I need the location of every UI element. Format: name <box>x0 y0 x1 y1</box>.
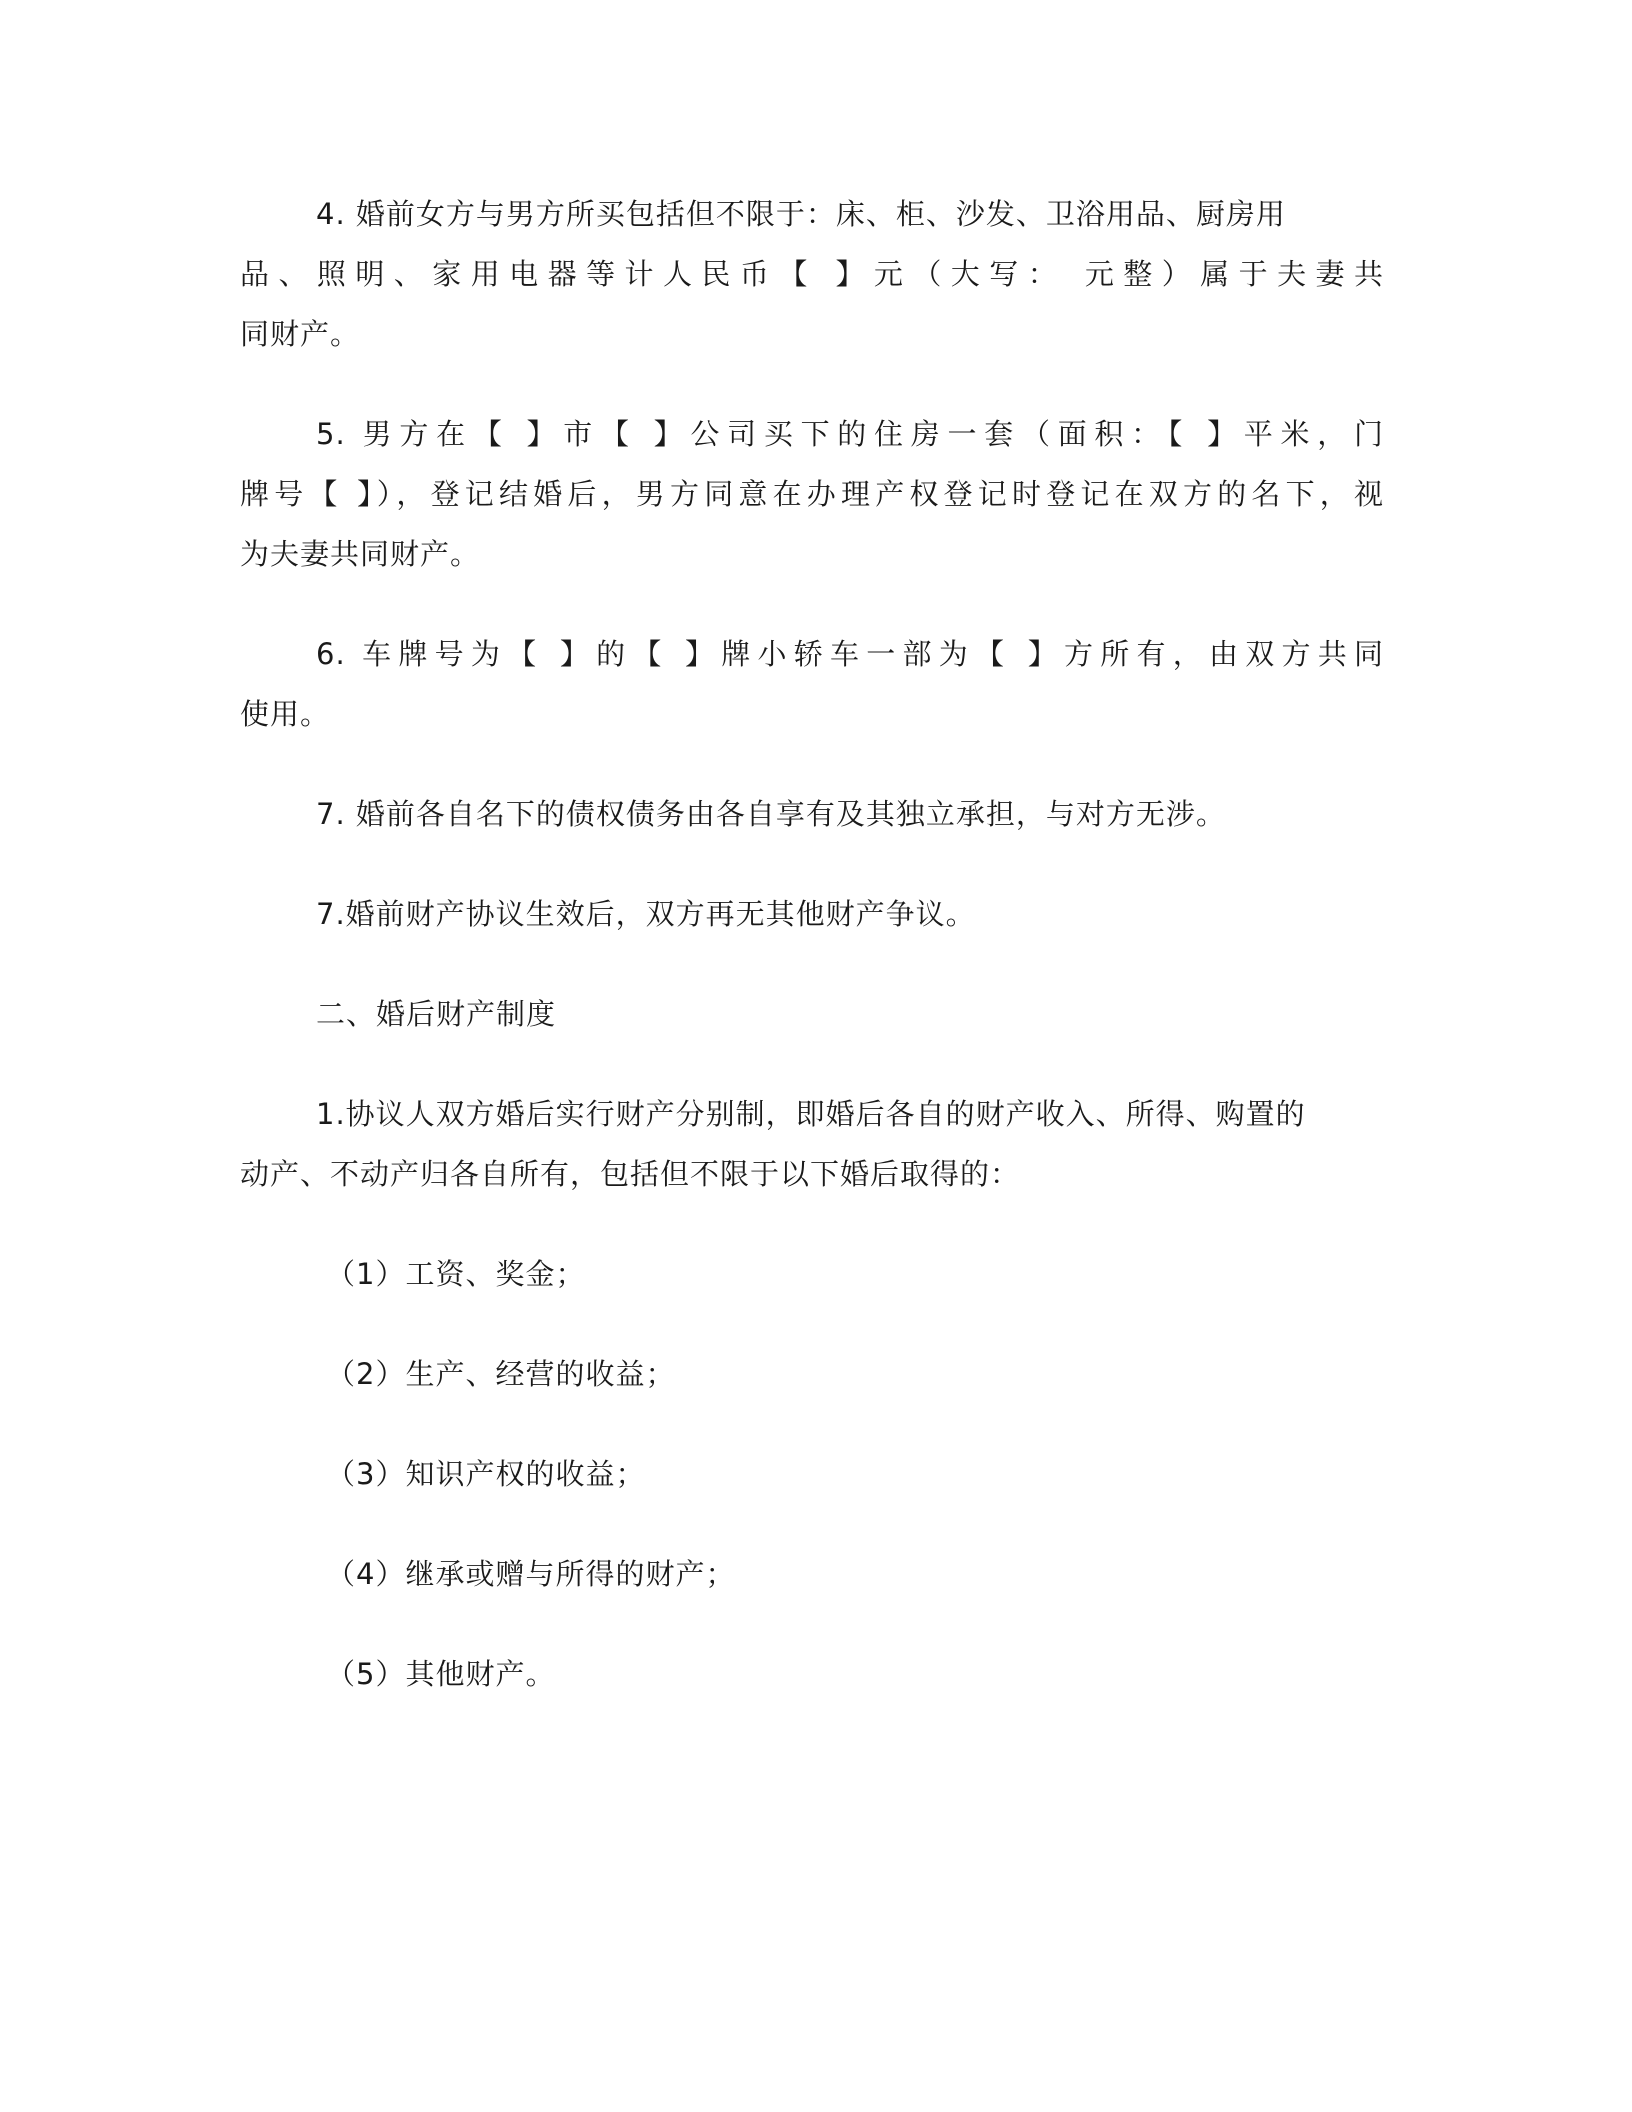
paragraph-item-5 <box>240 404 1384 584</box>
subitem <box>240 1444 1384 1504</box>
paragraph-line: 1.协议人双方婚后实行财产分别制，即婚后各自的财产收入、所得、购置的 <box>316 1097 1306 1131</box>
section-heading-text: 二、婚后财产制度 <box>316 997 557 1031</box>
subitem <box>240 1344 1384 1404</box>
subitem <box>240 1244 1384 1304</box>
paragraph-line: 为夫妻共同财产。 <box>240 537 481 571</box>
subitem-text: （1）工资、奖金； <box>326 1257 586 1291</box>
paragraph-line: 7. 婚前各自名下的债权债务由各自享有及其独立承担，与对方无涉。 <box>316 797 1226 831</box>
paragraph-line: 6. 车牌号为【 】的【 】牌小轿车一部为【 】方所有，由双方共同 <box>316 637 1384 671</box>
subitem-text: （3）知识产权的收益； <box>326 1457 646 1491</box>
paragraph-line: 品、照明、家用电器等计人民币【 】元（大写： 元整）属于夫妻共 <box>240 257 1384 291</box>
paragraph-line: 7.婚前财产协议生效后，双方再无其他财产争议。 <box>316 897 976 931</box>
paragraph-line: 动产、不动产归各自所有，包括但不限于以下婚后取得的： <box>240 1157 1021 1191</box>
subitem-text: （4）继承或赠与所得的财产； <box>326 1557 736 1591</box>
paragraph-item-7a <box>240 784 1384 844</box>
subitem <box>240 1544 1384 1604</box>
subitem-text: （2）生产、经营的收益； <box>326 1357 676 1391</box>
paragraph-line: 5. 男方在【 】市【 】公司买下的住房一套（面积：【 】平米，门 <box>316 417 1384 451</box>
subitem-text: （5）其他财产。 <box>326 1657 556 1691</box>
paragraph-item-4 <box>240 184 1384 364</box>
paragraph-line: 使用。 <box>240 697 331 731</box>
section-heading <box>240 984 1384 1044</box>
paragraph-item-7b <box>240 884 1384 944</box>
paragraph-item-2-1 <box>240 1084 1384 1204</box>
paragraph-line: 牌号【 】），登记结婚后，男方同意在办理产权登记时登记在双方的名下，视 <box>240 477 1384 511</box>
subitem <box>240 1644 1384 1704</box>
paragraph-item-6 <box>240 624 1384 744</box>
paragraph-line: 4. 婚前女方与男方所买包括但不限于：床、柜、沙发、卫浴用品、厨房用 <box>316 197 1286 231</box>
paragraph-line: 同财产。 <box>240 317 361 351</box>
